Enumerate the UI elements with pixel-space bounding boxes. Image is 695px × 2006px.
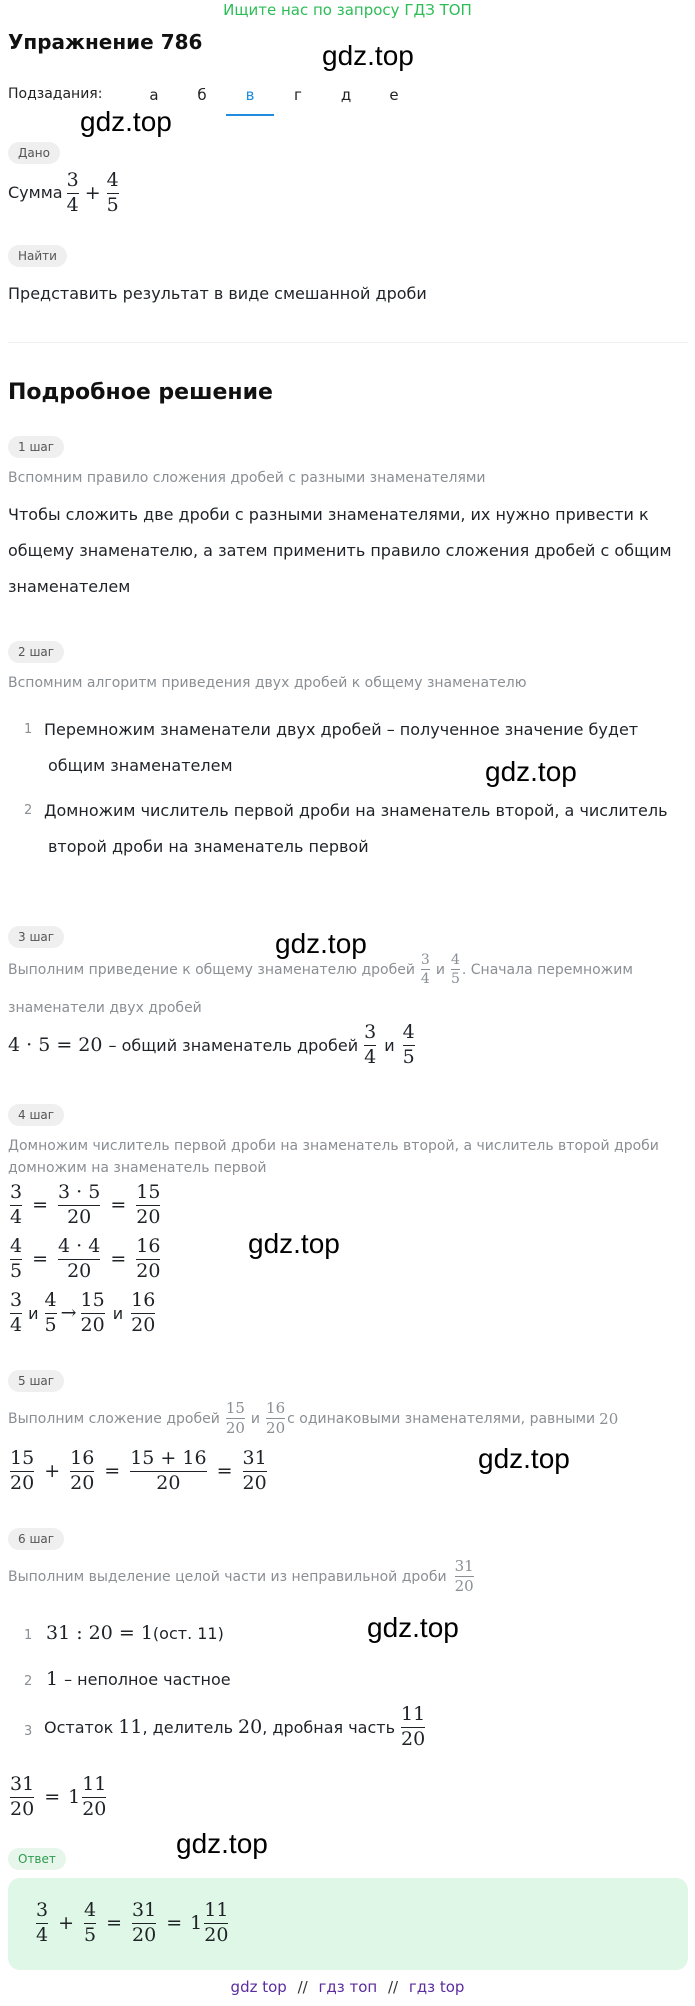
fraction xyxy=(403,1022,415,1069)
step-text: знаменателем xyxy=(8,577,131,596)
list-item-text: Остаток xyxy=(44,1717,114,1737)
numerator: 16 xyxy=(266,1399,286,1417)
fraction xyxy=(58,1182,100,1229)
denominator: 5 xyxy=(450,971,460,988)
numerator: 16 xyxy=(70,1447,95,1469)
numerator: 11 xyxy=(204,1899,229,1921)
separator: // xyxy=(297,1978,308,1996)
list-item xyxy=(46,1668,231,1690)
denominator: 4 xyxy=(36,1923,49,1946)
denominator: 4 xyxy=(10,1205,23,1228)
watermark: gdz.top xyxy=(478,1443,570,1474)
divider xyxy=(8,342,688,343)
fraction xyxy=(243,1448,267,1495)
denominator: 4 xyxy=(364,1045,377,1068)
denominator: 20 xyxy=(136,1259,161,1282)
arrow-icon: → xyxy=(60,1302,77,1325)
numerator: 16 xyxy=(131,1289,156,1311)
list-number: 1 xyxy=(24,722,33,737)
footer-link[interactable]: gdz top xyxy=(230,1978,287,1996)
equation xyxy=(8,1448,269,1495)
numerator: 15 xyxy=(10,1447,35,1469)
step-hint: Вспомним правило сложения дробей с разными знаменателями xyxy=(8,470,486,486)
list-number: 3 xyxy=(24,1724,33,1739)
and-text: и xyxy=(250,1410,261,1427)
fraction xyxy=(10,1290,22,1337)
plus-sign: + xyxy=(58,1912,75,1935)
given-expression xyxy=(8,170,121,217)
page-title: Упражнение 786 xyxy=(8,30,203,54)
fraction xyxy=(107,170,119,217)
step-expression xyxy=(8,1022,417,1069)
fraction xyxy=(10,1448,34,1495)
and-text: и xyxy=(28,1303,39,1323)
numerator: 4 · 4 xyxy=(58,1235,101,1257)
list-item-text: , дробная часть xyxy=(262,1717,396,1737)
list-item-text: общим знаменателем xyxy=(48,756,233,775)
list-number: 1 xyxy=(24,1628,33,1643)
numerator: 4 xyxy=(106,169,119,191)
list-number: 2 xyxy=(24,1674,33,1689)
hint-text: Выполним выделение целой части из неправильной дроби xyxy=(8,1568,447,1585)
denominator: 20 xyxy=(67,1205,92,1228)
find-chip: Найти xyxy=(8,245,67,267)
equals-sign: = xyxy=(32,1248,49,1271)
footer-links xyxy=(0,1978,695,1996)
and-text: и xyxy=(435,961,445,978)
find-text: Представить результат в виде смешанной дроби xyxy=(8,284,427,303)
numerator: 15 xyxy=(225,1399,245,1417)
solution-heading: Подробное решение xyxy=(8,380,273,405)
denominator: 20 xyxy=(80,1313,105,1336)
watermark: gdz.top xyxy=(248,1228,340,1259)
hint-text: Выполним сложение дробей xyxy=(8,1410,220,1427)
fraction xyxy=(10,1182,22,1229)
footer-link[interactable]: гдз top xyxy=(408,1978,465,1996)
fraction xyxy=(130,1448,206,1495)
denominator: 4 xyxy=(66,193,79,216)
hint-text: Выполним приведение к общему знаменателю дробей xyxy=(8,961,415,978)
equals-sign: = xyxy=(104,1460,121,1483)
step-hint xyxy=(8,1400,618,1438)
fraction xyxy=(82,1774,106,1821)
fraction xyxy=(451,952,460,987)
numerator: 31 xyxy=(10,1773,35,1795)
watermark: gdz.top xyxy=(485,756,577,787)
denominator: 20 xyxy=(10,1797,35,1820)
tab-e[interactable]: е xyxy=(389,86,399,104)
list-item-text: Перемножим знаменатели двух дробей – полученное значение будет xyxy=(44,720,639,739)
numerator: 15 + 16 xyxy=(130,1447,207,1469)
fraction xyxy=(401,1704,425,1751)
numerator: 4 xyxy=(450,952,460,968)
fraction xyxy=(136,1182,160,1229)
numerator: 3 xyxy=(420,952,430,968)
math-expression: 4 · 5 = 20 xyxy=(8,1034,103,1057)
step-chip: 2 шаг xyxy=(8,641,64,663)
watermark: gdz.top xyxy=(80,106,172,137)
numerator: 11 xyxy=(82,1773,107,1795)
fraction xyxy=(204,1900,228,1947)
separator: // xyxy=(387,1978,399,1996)
numerator: 15 xyxy=(80,1289,105,1311)
hint-text: . Сначала перемножим xyxy=(461,961,633,978)
list-item-text: , делитель xyxy=(142,1717,234,1737)
fraction xyxy=(131,1290,155,1337)
math-value: 1 xyxy=(46,1668,59,1690)
equation xyxy=(8,1290,157,1337)
math-expression: 31 : 20 = 1 xyxy=(46,1622,153,1644)
fraction xyxy=(266,1400,285,1438)
math-value: 11 xyxy=(118,1716,143,1739)
top-banner[interactable]: Ищите нас по запросу ГДЗ ТОП xyxy=(223,1,472,19)
denominator: 5 xyxy=(10,1259,23,1282)
equals-sign: = xyxy=(110,1194,127,1217)
math-value: 1 xyxy=(190,1912,203,1935)
numerator: 4 xyxy=(10,1235,23,1257)
step-hint: Домножим числитель первой дроби на знаменатель второй, а числитель второй дроби xyxy=(8,1138,659,1154)
numerator: 3 xyxy=(36,1899,49,1921)
numerator: 3 xyxy=(364,1021,377,1043)
plus-sign: + xyxy=(84,182,101,205)
equation xyxy=(8,1236,162,1283)
watermark: gdz.top xyxy=(275,928,367,959)
equals-sign: = xyxy=(32,1194,49,1217)
hint-text: с одинаковыми знаменателями, равными xyxy=(287,1410,596,1427)
step-hint: знаменатели двух дробей xyxy=(8,1000,202,1016)
answer-equation xyxy=(34,1900,230,1947)
given-chip: Дано xyxy=(8,142,60,164)
denominator: 5 xyxy=(84,1923,97,1946)
tab-g[interactable]: г xyxy=(294,86,302,104)
numerator: 4 xyxy=(84,1899,97,1921)
numerator: 3 · 5 xyxy=(58,1181,101,1203)
math-value: 20 xyxy=(599,1409,619,1428)
equals-sign: = xyxy=(110,1248,127,1271)
watermark: gdz.top xyxy=(367,1612,459,1643)
watermark: gdz.top xyxy=(176,1828,268,1859)
denominator: 20 xyxy=(156,1471,181,1494)
numerator: 15 xyxy=(136,1181,161,1203)
numerator: 31 xyxy=(132,1899,157,1921)
equals-sign: = xyxy=(44,1786,61,1809)
watermark: gdz.top xyxy=(322,40,414,71)
denominator: 5 xyxy=(44,1313,57,1336)
fraction xyxy=(364,1022,376,1069)
math-value: 20 xyxy=(238,1716,263,1739)
denominator: 20 xyxy=(454,1577,474,1596)
subtasks-label: Подзадания: xyxy=(8,86,103,102)
denominator: 20 xyxy=(132,1923,157,1946)
tab-a[interactable]: а xyxy=(149,86,159,104)
denominator: 20 xyxy=(266,1419,286,1438)
footer-link[interactable]: гдз топ xyxy=(318,1978,378,1996)
equation xyxy=(8,1182,162,1229)
tab-v[interactable]: в xyxy=(226,76,274,116)
denominator: 5 xyxy=(106,193,119,216)
subtask-tabs xyxy=(130,76,418,116)
fraction xyxy=(67,170,79,217)
given-prefix: Сумма xyxy=(8,183,63,203)
step-chip: 6 шаг xyxy=(8,1528,64,1550)
numerator: 16 xyxy=(136,1235,161,1257)
numerator: 3 xyxy=(10,1181,23,1203)
fraction xyxy=(10,1236,22,1283)
numerator: 11 xyxy=(401,1703,426,1725)
equation xyxy=(8,1774,108,1821)
denominator: 4 xyxy=(420,971,430,988)
step-chip: 5 шаг xyxy=(8,1370,64,1392)
denominator: 4 xyxy=(10,1313,23,1336)
fraction xyxy=(84,1900,96,1947)
denominator: 20 xyxy=(242,1471,267,1494)
and-text: и xyxy=(384,1035,395,1055)
math-remainder: (ост. 11) xyxy=(152,1623,224,1643)
numerator: 3 xyxy=(66,169,79,191)
fraction xyxy=(132,1900,156,1947)
denominator: 20 xyxy=(204,1923,229,1946)
answer-chip: Ответ xyxy=(8,1848,66,1870)
denominator: 20 xyxy=(67,1259,92,1282)
math-value: 1 xyxy=(68,1786,81,1809)
fraction xyxy=(136,1236,160,1283)
list-item xyxy=(44,1704,427,1751)
step-chip: 4 шаг xyxy=(8,1104,64,1126)
step-hint xyxy=(8,1558,476,1596)
numerator: 4 xyxy=(402,1021,415,1043)
fraction xyxy=(81,1290,105,1337)
equals-sign: = xyxy=(166,1912,183,1935)
equals-sign: = xyxy=(106,1912,123,1935)
list-number: 2 xyxy=(24,803,33,818)
denominator: 20 xyxy=(225,1419,245,1438)
list-item-text: – неполное частное xyxy=(64,1669,231,1689)
denominator: 20 xyxy=(70,1471,95,1494)
plus-sign: + xyxy=(44,1460,61,1483)
list-item-text: Домножим числитель первой дроби на знаменатель второй, а числитель xyxy=(44,801,668,820)
step-hint: Вспомним алгоритм приведения двух дробей к общему знаменателю xyxy=(8,675,527,691)
fraction xyxy=(70,1448,94,1495)
tab-d[interactable]: д xyxy=(340,86,352,104)
step-hint xyxy=(8,952,633,987)
fraction xyxy=(455,1558,474,1596)
fraction xyxy=(421,952,430,987)
denominator: 20 xyxy=(10,1471,35,1494)
tab-b[interactable]: б xyxy=(197,86,207,104)
fraction xyxy=(226,1400,245,1438)
list-item-text: второй дроби на знаменатель первой xyxy=(48,837,369,856)
numerator: 31 xyxy=(454,1557,474,1575)
step-text: Чтобы сложить две дроби с разными знаменателями, их нужно привести к xyxy=(8,505,649,524)
list-item xyxy=(46,1622,224,1644)
step-hint: домножим на знаменатель первой xyxy=(8,1160,267,1176)
step-text: общему знаменателю, а затем применить правило сложения дробей с общим xyxy=(8,541,672,560)
denominator: 20 xyxy=(136,1205,161,1228)
denominator: 20 xyxy=(131,1313,156,1336)
fraction xyxy=(36,1900,48,1947)
step-text: – общий знаменатель дробей xyxy=(108,1035,359,1055)
and-text: и xyxy=(112,1303,124,1323)
step-chip: 3 шаг xyxy=(8,926,64,948)
fraction xyxy=(58,1236,100,1283)
fraction xyxy=(10,1774,34,1821)
fraction xyxy=(45,1290,57,1337)
step-chip: 1 шаг xyxy=(8,436,64,458)
denominator: 5 xyxy=(402,1045,415,1068)
numerator: 31 xyxy=(242,1447,267,1469)
equals-sign: = xyxy=(216,1460,233,1483)
denominator: 20 xyxy=(82,1797,107,1820)
numerator: 3 xyxy=(10,1289,23,1311)
denominator: 20 xyxy=(401,1727,426,1750)
numerator: 4 xyxy=(44,1289,57,1311)
